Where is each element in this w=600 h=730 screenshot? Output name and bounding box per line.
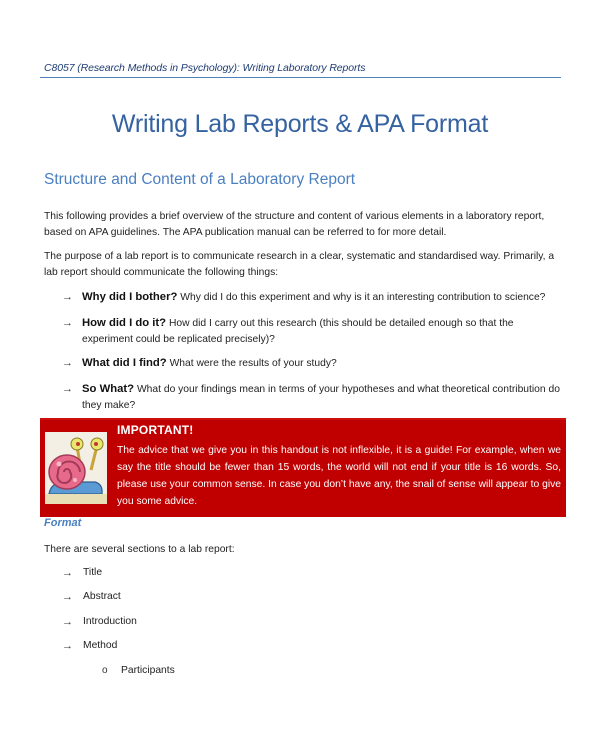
question-text: Why did I do this experiment and why is it an interesting contribution to science? <box>177 292 546 303</box>
question-item <box>62 290 562 306</box>
subsection-label: Participants <box>121 665 175 676</box>
arrow-icon: → <box>62 591 73 603</box>
page-title: Writing Lab Reports & APA Format <box>111 110 489 138</box>
question-text: How did I carry out this research (this should be detailed enough so that the experiment could be replicated precisely)? <box>82 318 514 345</box>
section-label: Title <box>83 567 103 578</box>
question-term: What did I find? <box>82 357 167 369</box>
format-intro: There are several sections to a lab report: <box>44 544 235 555</box>
section-list-item <box>62 591 121 603</box>
question-term: So What? <box>82 383 135 395</box>
intro-paragraph: This following provides a brief overview of the structure and content of various elements in a laboratory report, based on APA guidelines. The APA publication manual can be referred to for more detail. <box>44 211 545 238</box>
header-rule <box>40 77 561 78</box>
question-item <box>62 316 562 347</box>
section-heading: Structure and Content of a Laboratory Report <box>44 171 356 188</box>
subsection-list-item <box>102 665 175 676</box>
section-label: Method <box>83 640 118 651</box>
important-callout <box>40 418 566 517</box>
question-item <box>62 356 562 372</box>
arrow-icon: → <box>62 291 73 303</box>
question-item <box>62 382 562 413</box>
section-label: Introduction <box>83 616 137 627</box>
arrow-icon: → <box>62 357 73 369</box>
snail-of-sense-icon <box>45 432 107 504</box>
question-term: How did I do it? <box>82 317 167 329</box>
section-label: Abstract <box>83 591 121 602</box>
question-term: Why did I bother? <box>82 291 178 303</box>
section-list-item <box>62 616 137 628</box>
section-list-item <box>62 567 102 579</box>
format-heading: Format <box>44 517 82 529</box>
arrow-icon: → <box>62 616 73 628</box>
question-text: What were the results of your study? <box>166 358 337 369</box>
question-text: What do your findings mean in terms of your hypotheses and what theoretical contribution do they make? <box>82 384 560 411</box>
circle-bullet-icon: o <box>102 665 108 676</box>
course-header: C8057 (Research Methods in Psychology): Writing Laboratory Reports <box>44 62 366 74</box>
important-body: The advice that we give you in this handout is not inflexible, it is a guide! For example, when we say the title should be fewer than 15 words, the world will not end if your title is 16 words. So, please use your common sense. In case you don’t have any, the snail of sense will appear to give you some advice. <box>117 445 561 507</box>
arrow-icon: → <box>62 317 73 329</box>
purpose-paragraph: The purpose of a lab report is to communicate research in a clear, systematic and standardised way. Primarily, a lab report should communicate the following things: <box>44 251 555 278</box>
arrow-icon: → <box>62 640 73 652</box>
arrow-icon: → <box>62 567 73 579</box>
important-title: IMPORTANT! <box>117 423 194 437</box>
section-list-item <box>62 640 117 652</box>
arrow-icon: → <box>62 383 73 395</box>
